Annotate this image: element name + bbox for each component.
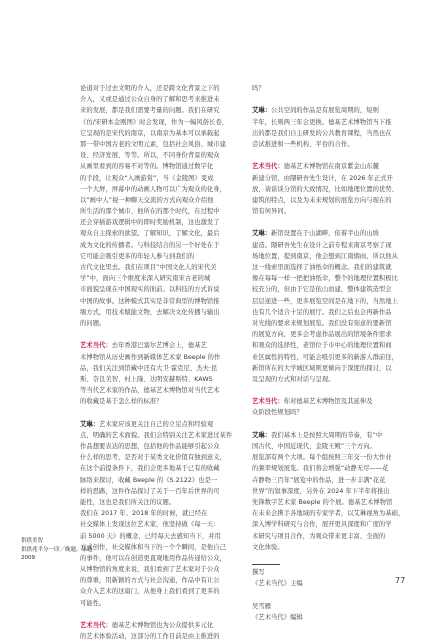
text-line: 在这个前提条件下，我们会更多地基于已有的收藏 [80,465,220,473]
text-line [252,161,412,172]
text-line: 品，我们关注到馆藏中还有大卫·霍克尼、杰夫·昆 [80,364,218,372]
interviewee-label: 艾琳： [252,431,272,439]
text-line: 还会穿插游戏逻辑中的即时奖励机制，这也激发了 [80,219,220,227]
text-line: 馆有何异同。 [252,208,291,216]
text-line: 社交媒体上发现这位艺术家，他坚持做《每一天： [80,521,220,529]
caption-line: 供供美智 [21,538,44,544]
text-run: 艺术家应该更关注自己的立足点和经验观 [99,420,214,428]
text-line: 先锋数字艺术家 Beeple 的个展。德基艺术博物馆 [252,498,393,506]
paragraph-gap [80,609,240,620]
text-line: 卉静物三百年”展览中的作品，进一步丰满“花花 [252,476,386,484]
text-line: 从博物馆的角度来说，我们看到了艺术家对于公众 [80,566,220,574]
text-line: 它呈现的是宋代的南京，以南京为基本可以承载起 [80,129,220,137]
text-line: 吗？ [252,85,265,92]
text-line [80,419,240,430]
paragraph-gap [252,553,412,564]
text-line: 脉络来探讨，收藏 Beeple 的《S.2122》也是一 [80,476,218,484]
text-line: 尝试推进和一些机构、平台的合作。 [252,140,354,148]
text-run: 去年香港巴塞尔艺博会上，德基艺 [111,342,207,350]
text-line: 新建分馆，由隈研吾先生设计，在 2026 年正式开 [252,174,393,182]
text-line: 世界”的叙事深度，另外在 2024 年下半年将推出 [252,487,390,495]
text-line: 方式创作，社交媒体和当下的一个个瞬间，是他自己 [80,543,226,551]
text-line: 学”中，面向三个维度来深入研究南宋古老的城 [80,275,211,283]
text-line: 我们在 2017 年、2018 年的时候，就已经在 [80,510,208,518]
text-line: 的艺术体验活动，这部分的工作目前是由主推进的 [80,633,220,641]
text-line: 《仿/宋研本金刚图》时会发现，作为一幅风俗长卷， [80,118,229,126]
text-line: 文化体验。 [252,543,284,551]
text-run: 你对德基艺术博物馆及其延伸及 [283,398,373,406]
text-line: 等当代艺术家的作品，德基艺术博物馆对当代艺术 [80,387,220,395]
text-line: 术研究与项目合作，为观众带来更丰富、全面的 [252,532,386,540]
paragraph-gap [80,329,240,340]
speaker-label: 艺术当代： [252,398,284,406]
credit-role: 吴雪雁 [252,602,272,610]
text-line: 像在每每一样一把把油纸伞，整个的地理位置积极比 [252,275,398,283]
text-line: 深入博学科研究与合作，展开更具深度和广度的学 [252,521,392,529]
text-line: 什么样的思考，是否对于某类文化价值有独到意义， [80,454,226,462]
text-run: 公共空间的作品是有展览周期的，短则 [271,107,379,115]
text-line: 的收藏是基于怎么样的标准？ [80,398,163,406]
interviewee-label: 艾琳： [252,107,272,115]
text-line: 术博物馆从历史画作到新媒体艺术家 Beeple 的作 [80,353,221,361]
text-line: 设、经济发展、等等。所以，不同身份背景的观众 [80,152,220,160]
speaker-label: 艺术当代： [252,163,284,171]
text-line: 能性，这也是我们所关注的议题。 [80,498,176,506]
left-column [80,83,240,642]
text-line: 建筑的特点，以及为未来规划的展览方向与现在的 [252,196,392,204]
text-line [252,228,412,239]
text-line: 也有几个适合十足的展厅。我们之后也会再新作品 [252,308,392,316]
text-line: 可能性。 [80,599,106,607]
text-line: 论道对于过去文明的介入，还是跨文化背景之下的 [80,85,220,92]
paragraph-gap [252,150,412,161]
text-line: 作品想要表达的思想，包括他的作品能够引起公众 [80,443,220,450]
text-run: 新馆设置在于山湖畔，依着半山的山坡 [271,230,379,238]
text-line: 众阶段性规划吗？ [252,409,303,417]
text-line: 场地位置，提到南京，他会想到江南烟雨，所以他从 [252,252,398,260]
text-line: 前 5000 天》的概念，已经每天去感知当下，并用 [80,532,221,540]
text-line: 及呈现的方式和对话与呈现。 [252,375,335,383]
text-line: 它可能会吸引更多的年轻人参与到我们的 [80,252,195,260]
speaker-label: 艺术当代： [80,622,112,629]
text-line: 较充分的，但由于它是依山而建，整体建筑造型会 [252,286,392,294]
text-line: 这一线索里面选择了油纸伞的概念。我们的建筑就 [252,264,392,271]
text-line: 的频率规划展览。我们将会增强“动静无尽——花 [252,465,389,473]
text-line: 的展览方向，更多会考虑作品展出的馆境条件需求 [252,331,392,339]
text-line: 国古代、中国近现代、金陵王殿”三个方向。 [252,443,376,450]
text-run: 我们基本上是按照大周期的节奏，有“中 [271,431,383,439]
text-line: 一个大屏，屏幕中的动画人物可以广为观众的化身， [80,185,226,193]
paragraph-gap [252,94,412,105]
text-line: 的问题。 [80,319,106,327]
text-line: 成为文化的传播者。与科技结合的另一个好处在于 [80,241,220,249]
credit-divider [252,564,280,565]
text-line: 半年，长则两三年会更换。德基艺术博物馆当下推 [252,118,392,126]
text-line: 中国的故事。这种模式其实是非常典型的博物馆推 [80,297,220,305]
text-line: 样的思路，这件作品探讨了关于一百年后世界的可 [80,487,220,495]
credit-role: 撰写 [252,569,265,577]
interviewee-label: 艾琳： [80,420,100,428]
text-line: 所生活的那个城市、他所在的那个时代，在过程中 [80,208,220,216]
text-line: 业区属性的特性，可能会吸引更多的新游人群前往， [252,353,398,361]
paragraph-gap [252,385,412,396]
speaker-label: 艺术当代： [80,342,112,350]
text-line: 那一带中国古老的文明元素，包括社会风俗、城市建 [80,140,226,148]
right-column [252,83,412,623]
text-line: 放，请谈谈分馆的大致情况，比如地理位置的优势、 [252,185,398,193]
text-line: 在未来会携手各地域的专家学者，以艾琳视角为基础， [252,510,405,518]
text-line: 来的发展，都是我们需要考量的问题。我们在研究 [80,107,220,115]
text-line [252,430,412,441]
interviewee-label: 艾琳： [252,230,272,238]
paragraph-gap [252,217,412,228]
text-line [80,620,240,631]
text-line [80,340,240,351]
text-line: 和观众的选择性，老馆位于市中心的地理位置和商 [252,342,392,350]
credit-name: 《艺术当代》编辑 [252,613,303,621]
text-line: 建造。隈研吾先生在设计之前专程来南京考察了现 [252,241,392,249]
text-run: 德基艺术博物馆也为公众提供多元化 [111,622,214,629]
text-line: 众介入艺术的这扇门，从他身上我们看到了更多的 [80,588,220,596]
text-line: 的事件，他可以在创造更直观地用作品传递给公众， [80,554,226,562]
paragraph-gap [252,589,412,600]
text-line: 的手段，让观众“入画游赏”，当《金陵图》变成 [80,174,214,182]
text-line: 斯、奈良美智、村上隆、达明安赫斯特、KAWS [80,375,213,383]
text-line: 新馆所在的大学城区域则更倾向于深度的探讨，以 [252,364,392,372]
text-line: 展览部有两个大项。每个组按照三年交一份大作业 [252,454,392,462]
text-line: 缅方式，用技术赋能文物，去解决文化传播与输出 [80,308,220,316]
text-line: 从画里看到的容易不对等的。博物馆通过数字化 [80,163,214,171]
text-line [252,396,412,407]
text-line: 对光线的要求来规划展览。我们没有刻意的要新馆 [252,319,392,327]
text-line: 层层递进一些，更多展览空间是在地下的，当然地上 [252,297,398,305]
image-caption [21,537,93,563]
caption-line: 供供兆半分一印／晚题、绿题 [21,546,93,553]
text-line: 古代文化里去。我们在项目“中国文化人的宋代美 [80,264,217,271]
caption-line: 2009 [21,555,35,561]
text-line: 市面貌呈现在中国现实的面前。以科技的方式诉说 [80,286,220,294]
text-line: 以“画中人”视一种聊天交流的方式向观众介绍他 [80,196,214,204]
paragraph-gap [252,419,412,430]
text-line: 介入，又或是通过公众自身的了解和思考来推进未 [80,96,220,104]
text-line: 的尊重，用新颖的方式与社会沟通，作品中有让公 [80,577,220,585]
paragraph-gap [80,407,240,418]
text-line: 出的都是我们自主研发的公共教育课程，当然也在 [252,129,392,137]
text-line: 观众自主探索的欲望。了解知识，了解文化，最后 [80,230,220,238]
text-run: 德基艺术博物馆在南京紫金山东麓 [283,163,379,171]
text-line: 点，明确的艺术面貌。我们会特别关注艺术家进过某件 [80,431,233,439]
credit-name: 《艺术当代》主编 [252,580,303,588]
page-number: 77 [395,576,406,585]
text-line [252,105,412,116]
